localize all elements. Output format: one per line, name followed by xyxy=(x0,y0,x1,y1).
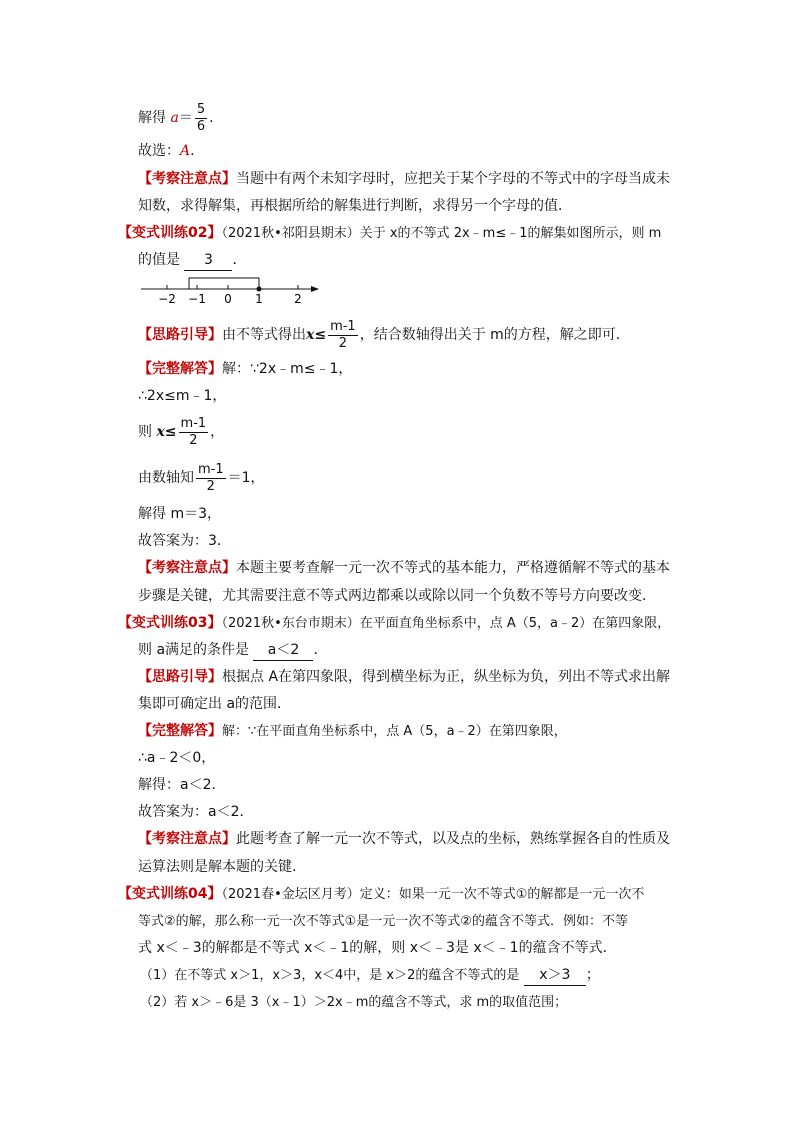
note-line-2: 运算法则是解本题的关键． xyxy=(138,859,306,875)
exercise-03-blank: 则 a满足的条件是 a＜2 ． xyxy=(138,640,327,661)
note-tag: 【考察注意点】 xyxy=(138,831,236,847)
fraction: $\frac{m-1}{2}$ xyxy=(330,318,356,351)
exercise-tag: 【变式训练03】 xyxy=(118,615,222,631)
solution-tag: 【完整解答】 xyxy=(138,361,222,377)
answer-blank: x＞3 xyxy=(524,965,586,986)
axis-arrow xyxy=(311,286,319,292)
exercise-02-blank: 的值是 3 ． xyxy=(138,250,246,271)
tick-label: −1 xyxy=(188,292,206,306)
tick-label: 1 xyxy=(255,292,263,306)
exercise-03-title: 【变式训练03】（2021秋•东台市期末）在平面直角坐标系中，点 A（5，a﹣2）在第四象限， xyxy=(118,615,671,631)
hint-line-2: 集即可确定出 a的范围． xyxy=(138,696,292,712)
question-1: （1）在不等式 x＞1，x＞3，x＜4中，是 x＞2的蕴含不等式的是 x＞3 ； xyxy=(140,965,600,986)
exercise-04-line-2: 等式②的解，那么称一元一次不等式①是一元一次不等式②的蕴含不等式．例如：不等 xyxy=(138,914,628,929)
number-line xyxy=(135,270,325,310)
solution-bracket xyxy=(189,278,259,289)
variable-a: a xyxy=(170,110,179,126)
hint-tag: 【思路引导】 xyxy=(138,327,222,343)
exercise-04-line-3: 式 x＜﹣3的解都是不等式 x＜﹣1的解，则 x＜﹣3是 x＜﹣1的蕴含不等式． xyxy=(138,940,617,956)
tick-label: 0 xyxy=(224,292,232,306)
solution-line-2: ∴2x≤m﹣1， xyxy=(138,388,227,404)
solution-line-6: 故答案为：3． xyxy=(138,533,231,549)
note-tag: 【考察注意点】 xyxy=(138,171,236,187)
answer-blank: a＜2 xyxy=(253,640,313,661)
fraction: $\frac{m-1}{2}$ xyxy=(180,415,207,448)
tick-label: 2 xyxy=(294,292,302,306)
solution-line-3: 解得：a＜2． xyxy=(138,777,226,793)
note-line-1: 【考察注意点】此题考查了解一元一次不等式，以及点的坐标，熟练掌握各自的性质及 xyxy=(138,831,670,847)
solution-tag: 【完整解答】 xyxy=(138,723,222,739)
exercise-tag: 【变式训练04】 xyxy=(118,886,222,902)
exercise-04-title: 【变式训练04】（2021春•金坛区月考）定义：如果一元一次不等式①的解都是一元一次不 xyxy=(118,886,645,902)
note-tag: 【考察注意点】 xyxy=(138,560,236,576)
hint-line: 【思路引导】由不等式得出x≤ $\frac{m-1}{2}$ ，结合数轴得出关于 m的方程，解之即可． xyxy=(138,318,630,351)
hint-tag: 【思路引导】 xyxy=(138,669,222,685)
fraction: $\frac{5}{6}$ xyxy=(196,101,206,134)
solution-line-5: 解得 m＝3， xyxy=(138,506,221,522)
solution-point xyxy=(257,287,262,292)
hint-line-1: 【思路引导】根据点 A在第四象限，得到横坐标为正，纵坐标为负，列出不等式求出解 xyxy=(138,669,671,685)
answer-blank: 3 xyxy=(184,250,232,271)
note-line-1: 【考察注意点】当题中有两个未知字母时，应把关于某个字母的不等式中的字母当成未 xyxy=(138,171,670,187)
exercise-tag: 【变式训练02】 xyxy=(118,225,222,241)
solution-line-1: 【完整解答】解：∵2x﹣m≤﹣1， xyxy=(138,361,353,377)
note-line-2: 知数，求得解集，再根据所给的解集进行判断，求得另一个字母的值． xyxy=(138,198,572,214)
question-2: （2）若 x＞﹣6是 3（x﹣1）＞2x﹣m的蕴含不等式，求 m的取值范围； xyxy=(140,995,568,1010)
solution-line-2: ∴a﹣2＜0， xyxy=(138,750,216,766)
solution-line-4: 由数轴知 $\frac{m-1}{2}$ ＝1， xyxy=(138,461,265,494)
solution-line-3: 则 x≤ $\frac{m-1}{2}$ ， xyxy=(138,415,225,448)
note-line-2: 步骤是关键，尤其需要注意不等式两边都乘以或除以同一个负数不等号方向要改变． xyxy=(138,588,656,604)
exercise-02-title: 【变式训练02】（2021秋•祁阳县期末）关于 x的不等式 2x﹣m≤﹣1的解集如图所示，则 m xyxy=(118,225,662,241)
fraction: $\frac{m-1}{2}$ xyxy=(198,461,224,494)
tick-label: −2 xyxy=(158,292,176,306)
solution-line-1: 【完整解答】解：∵在平面直角坐标系中，点 A（5，a﹣2）在第四象限， xyxy=(138,723,567,739)
solve-line: 解得 a＝ $\frac{5}{6}$ . xyxy=(138,101,214,134)
note-line-1: 【考察注意点】本题主要考查解一元一次不等式的基本能力，严格遵循解不等式的基本 xyxy=(138,560,670,576)
choice-line: 故选：A. xyxy=(138,143,195,159)
solution-line-4: 故答案为：a＜2． xyxy=(138,804,254,820)
